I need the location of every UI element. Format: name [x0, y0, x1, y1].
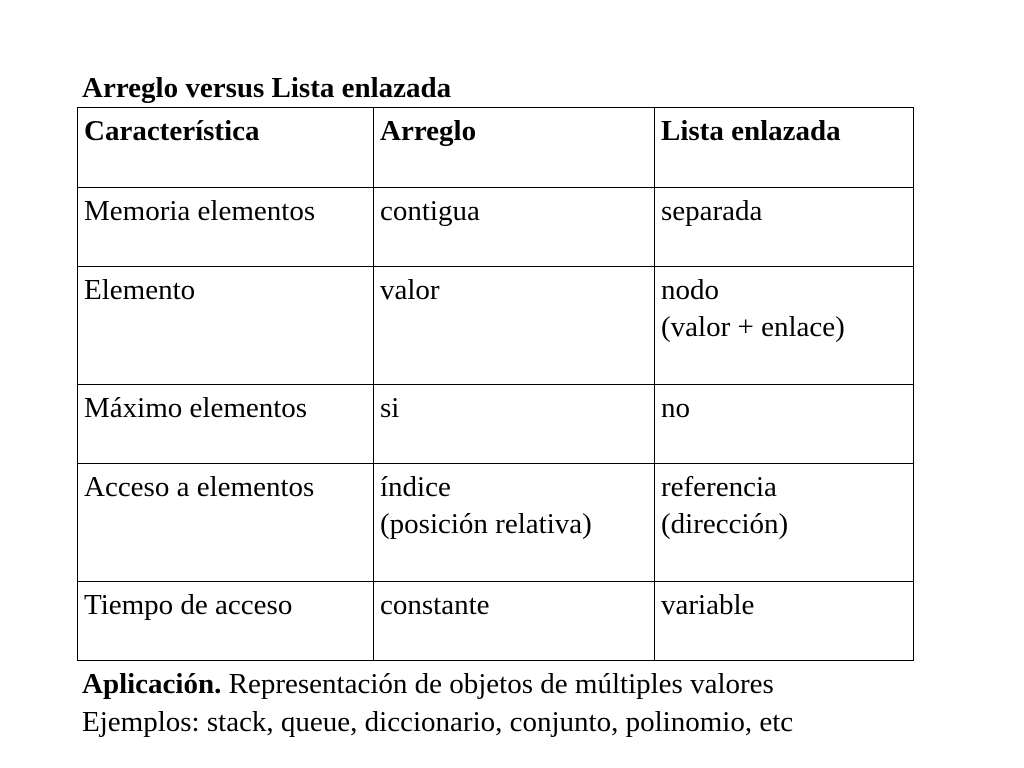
cell-text: contigua — [380, 195, 480, 227]
cell-text: Memoria elementos — [84, 195, 316, 227]
cell-text-line-2: (valor + enlace) — [661, 311, 845, 343]
cell-text: Elemento — [84, 274, 196, 306]
cell-text: Máximo elementos — [84, 392, 308, 424]
cell-text: nodo — [661, 274, 719, 306]
cell-text: Tiempo de acceso — [84, 589, 293, 621]
cell-text: referencia — [661, 471, 777, 503]
table-cell — [374, 464, 655, 582]
table-header-row — [78, 108, 914, 188]
table-cell — [374, 267, 655, 385]
application-line — [82, 665, 793, 703]
table-row — [78, 464, 914, 582]
cell-text: valor — [380, 274, 440, 306]
header-arreglo: Arreglo — [374, 108, 655, 188]
table-row — [78, 267, 914, 385]
cell-text: no — [661, 392, 690, 424]
cell-text: si — [380, 392, 400, 424]
cell-text: índice — [380, 471, 451, 503]
cell-text: separada — [661, 195, 763, 227]
table-cell — [655, 385, 914, 464]
table-cell — [78, 188, 374, 267]
cell-text-line-2: (posición relativa) — [380, 508, 592, 540]
table-cell — [374, 582, 655, 661]
table-cell — [78, 267, 374, 385]
table-cell — [655, 188, 914, 267]
table-cell — [374, 385, 655, 464]
application-text: Representación de objetos de múltiples valores — [221, 668, 774, 700]
header-lista-enlazada: Lista enlazada — [655, 108, 914, 188]
table-row — [78, 188, 914, 267]
table-row — [78, 582, 914, 661]
page-title: Arreglo versus Lista enlazada — [82, 72, 452, 104]
cell-text-line-2: (dirección) — [661, 508, 789, 540]
table-cell — [655, 464, 914, 582]
cell-text: constante — [380, 589, 490, 621]
table-cell — [78, 385, 374, 464]
table-row — [78, 385, 914, 464]
cell-text: Acceso a elementos — [84, 471, 315, 503]
table-cell — [655, 267, 914, 385]
header-caracteristica: Característica — [78, 108, 374, 188]
table-cell — [78, 582, 374, 661]
comparison-table — [77, 107, 914, 661]
table-cell — [655, 582, 914, 661]
footer-text — [82, 665, 793, 741]
examples-line: Ejemplos: stack, queue, diccionario, conjunto, polinomio, etc — [82, 706, 794, 738]
table-cell — [78, 464, 374, 582]
application-label: Aplicación. — [82, 668, 222, 700]
table-cell — [374, 188, 655, 267]
cell-text: variable — [661, 589, 755, 621]
